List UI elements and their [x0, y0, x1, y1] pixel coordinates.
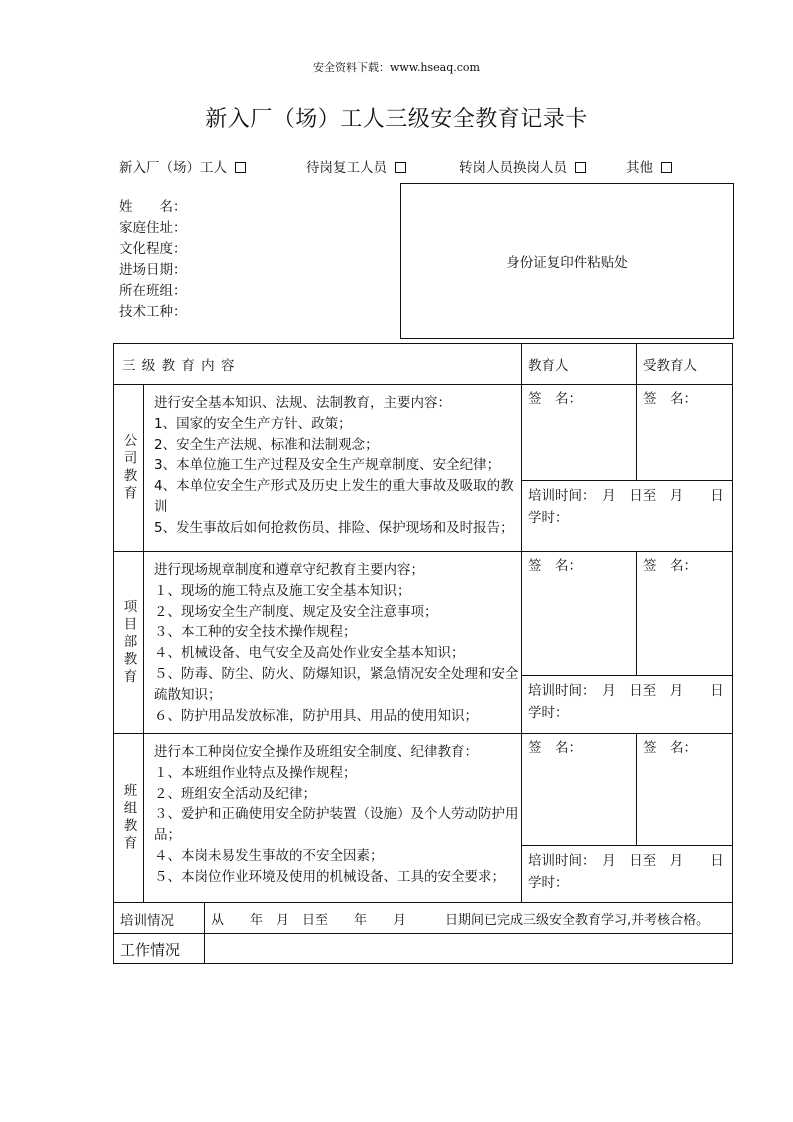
- checkbox[interactable]: [395, 162, 406, 173]
- category-label: 转岗人员换岗人员: [459, 160, 567, 176]
- work-status-label: 工作情况: [113, 933, 205, 964]
- field-address[interactable]: 家庭住址：: [119, 220, 187, 236]
- educatee-signature[interactable]: 签 名：: [636, 551, 733, 676]
- training-time-team[interactable]: 培训时间： 月 日至 月 日 学时：: [521, 845, 733, 903]
- educatee-signature[interactable]: 签 名：: [636, 384, 733, 481]
- educator-signature[interactable]: 签 名：: [521, 384, 637, 481]
- category-other[interactable]: [626, 156, 672, 176]
- checkbox[interactable]: [235, 162, 246, 173]
- checkbox[interactable]: [661, 162, 672, 173]
- category-returning[interactable]: [306, 156, 406, 176]
- field-entry-date[interactable]: 进场日期：: [119, 262, 187, 278]
- educator-signature[interactable]: 签 名：: [521, 551, 637, 676]
- training-status-label: 培训情况: [113, 902, 205, 934]
- download-header: 安全资料下载：www.hseaq.com: [313, 61, 480, 74]
- field-trade[interactable]: 技术工种：: [119, 304, 187, 320]
- training-time-project[interactable]: 培训时间： 月 日至 月 日 学时：: [521, 675, 733, 734]
- educator-signature[interactable]: 签 名：: [521, 733, 637, 846]
- category-label: 其他: [626, 160, 653, 176]
- category-label: 待岗复工人员: [306, 160, 387, 176]
- educatee-signature[interactable]: 签 名：: [636, 733, 733, 846]
- checkbox[interactable]: [575, 162, 586, 173]
- category-label: 新入厂（场）工人: [119, 160, 227, 176]
- category-new-worker[interactable]: [119, 156, 246, 176]
- section-content-company: 进行安全基本知识、法规、法制教育，主要内容： 1、国家的安全生产方针、政策； 2、安全生产法规、标准和法制观念； 3、本单位施工生产过程及安全生产规章制度、安全纪律； 4、本单位安全生产形式及历史上发生的重大事故及吸取的教训 5、发生事故后如何抢救伤员、排险、保护现场和及时报告；: [143, 384, 522, 552]
- field-team[interactable]: 所在班组：: [119, 283, 187, 299]
- category-transfer[interactable]: [459, 156, 586, 176]
- id-copy-area: [400, 183, 734, 339]
- field-name[interactable]: 姓 名：: [119, 199, 187, 215]
- section-label-company: 公司教育: [113, 384, 144, 552]
- training-time-company[interactable]: 培训时间： 月 日至 月 日 学时：: [521, 480, 733, 552]
- info-fields: [119, 197, 187, 323]
- section-content-team: 进行本工种岗位安全操作及班组安全制度、纪律教育： １、本班组作业特点及操作规程； ２、班组安全活动及纪律； ３、爱护和正确使用安全防护装置（设施）及个人劳动防护用品； ４、本岗未易发生事故的不安全因素； ５、本岗位作业环境及使用的机械设备、工具的安全要求；: [143, 733, 522, 903]
- header-content: 三 级 教 育 内 容: [113, 343, 522, 385]
- section-label-team: 班组教育: [113, 733, 144, 903]
- field-education[interactable]: 文化程度：: [119, 241, 187, 257]
- page-title: 新入厂（场）工人三级安全教育记录卡: [205, 107, 588, 132]
- training-status-text[interactable]: 从 年 月 日至 年 月 日期间已完成三级安全教育学习,并考核合格。: [204, 902, 733, 934]
- section-content-project: 进行现场规章制度和遵章守纪教育主要内容； １、现场的施工特点及施工安全基本知识； ２、现场安全生产制度、规定及安全注意事项； ３、本工种的安全技术操作规程； ４、机械设备、电气安全及高处作业安全基本知识； ５、防毒、防尘、防火、防爆知识，紧急情况安全处理和安全疏散知识； ６、防护用品发放标准，防护用具、用品的使用知识；: [143, 551, 522, 734]
- id-copy-label: 身份证复印件粘贴处: [506, 255, 628, 271]
- header-educator: 教育人: [521, 343, 637, 385]
- work-status-field[interactable]: [204, 933, 733, 964]
- header-educatee: 受教育人: [636, 343, 733, 385]
- section-label-project: 项目部教育: [113, 551, 144, 734]
